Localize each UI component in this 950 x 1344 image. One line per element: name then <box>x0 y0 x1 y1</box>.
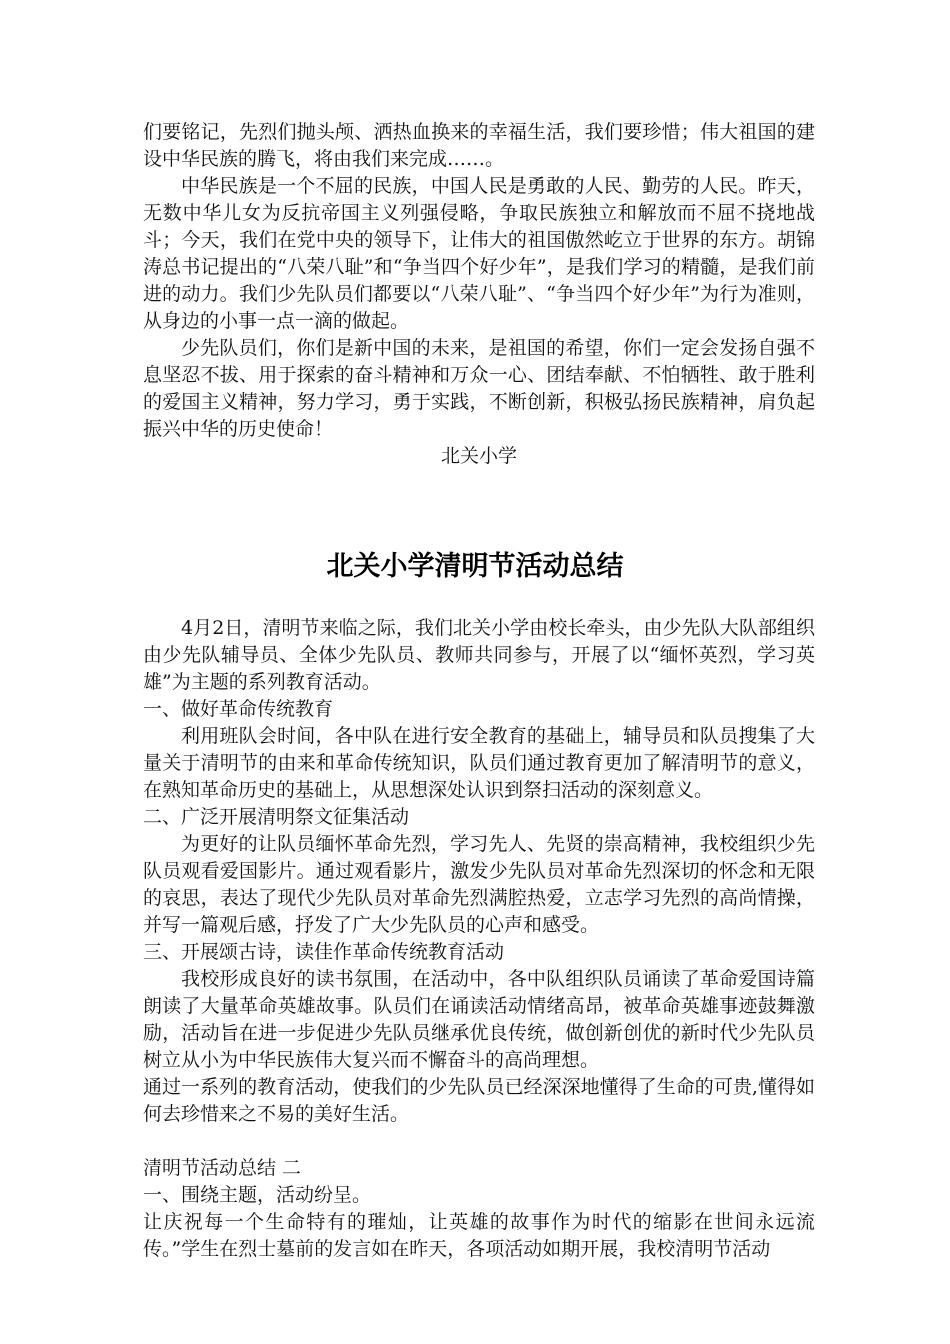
section-heading: 二、广泛开展清明祭文征集活动 <box>143 806 410 828</box>
spacer <box>143 1128 815 1155</box>
intro-paragraph: 4月2日，清明节来临之际，我们北关小学由校长牵头，由少先队大队部组织由少先队辅导员、全体少先队员、教师共同参与，开展了以“缅怀英烈，学习英雄”为主题的系列教育活动。 <box>143 617 815 693</box>
page-title: 北关小学清明节活动总结 <box>326 551 624 582</box>
section-heading: 三、开展颂古诗，读佳作革命传统教育活动 <box>143 941 505 963</box>
top-section <box>143 119 815 470</box>
signature: 北关小学 <box>440 445 517 467</box>
section-heading: 一、围绕主题，活动纷呈。 <box>143 1184 372 1206</box>
paragraph: 少先队员们，你们是新中国的未来，是祖国的希望，你们一定会发扬自强不息坚忍不拔、用于探索的奋斗精神和万众一心、团结奉献、不怕牺牲、敢于胜利的爱国主义精神，努力学习，勇于实践，不断创新，积极弘扬民族精神，肩负起振兴中华的历史使命！ <box>143 337 815 440</box>
paragraph: 们要铭记，先烈们抛头颅、洒热血换来的幸福生活，我们要珍惜；伟大祖国的建设中华民族的腾飞，将由我们来完成……。 <box>143 121 815 170</box>
paragraph: 让庆祝每一个生命特有的璀灿，让英雄的故事作为时代的缩影在世间永远流传。”学生在烈士墓前的发言如在昨天，各项活动如期开展，我校清明节活动 <box>143 1211 815 1260</box>
paragraph: 利用班队会时间，各中队在进行安全教育的基础上，辅导员和队员搜集了大量关于清明节的由来和革命传统知识，队员们通过教育更加了解清明节的意义，在熟知革命历史的基础上，从思想深处认识到祭扫活动的深刻意义。 <box>143 725 815 801</box>
paragraph: 为更好的让队员缅怀革命先烈，学习先人、先贤的崇高精神，我校组织少先队员观看爱国影片。通过观看影片，激发少先队员对革命先烈深切的怀念和无限的哀思，表达了现代少先队员对革命先烈满腔热爱，立志学习先烈的高尚情操，并写一篇观后感，抒发了广大少先队员的心声和感受。 <box>143 833 815 936</box>
conclusion-paragraph: 通过一系列的教育活动，使我们的少先队员已经深深地懂得了生命的可贵,懂得如何去珍惜来之不易的美好生活。 <box>143 1076 815 1125</box>
section2-title: 清明节活动总结 二 <box>143 1157 302 1179</box>
section-heading: 一、做好革命传统教育 <box>143 698 334 720</box>
paragraph: 中华民族是一个不屈的民族，中国人民是勇敢的人民、勤劳的人民。昨天，无数中华儿女为反抗帝国主义列强侵略，争取民族独立和解放而不屈不挠地战斗；今天，我们在党中央的领导下，让伟大的祖国傲然屹立于世界的东方。胡锦涛总书记提出的“八荣八耻”和“争当四个好少年”，是我们学习的精髓，是我们前进的动力。我们少先队员们都要以“八荣八耻”、“争当四个好少年”为行为准则，从身边的小事一点一滴的做起。 <box>143 175 815 332</box>
summary-body <box>143 615 815 1263</box>
paragraph: 我校形成良好的读书氛围，在活动中，各中队组织队员诵读了革命爱国诗篇朗读了大量革命英雄故事。队员们在诵读活动情绪高昂，被革命英雄事迹鼓舞激励，活动旨在进一步促进少先队员继承优良传统，做创新创优的新时代少先队员树立从小为中华民族伟大复兴而不懈奋斗的高尚理想。 <box>143 968 815 1071</box>
